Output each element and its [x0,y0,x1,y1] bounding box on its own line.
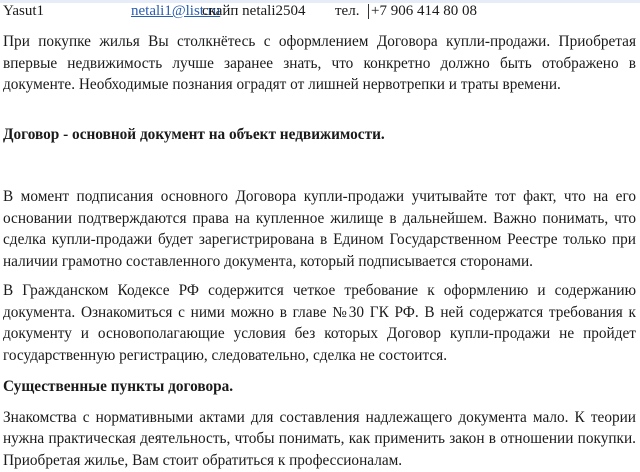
section-heading-essentials: Существенные пункты договора. [3,378,234,395]
paragraph-civil-code: В Гражданском Кодексе РФ содержится четкое требование к оформлению и содержанию документа. Ознакомиться с ними можно в главе №30 ГК РФ. В ней содержатся требования к документу и основополагающие условия без которых Договор купли-продажи не пройдет государственную регистрацию, следовательно, сделка не состоится. [3,282,636,364]
username: Yasut1 [3,3,44,19]
window-top-strip [0,0,640,3]
text-cursor [368,4,369,19]
section-heading-contract: Договор - основной документ на объект недвижимости. [3,125,385,143]
paragraph-professionals: Знакомства с нормативными актами для составления надлежащего документа мало. К теории нужна практическая деятельность, чтобы понимать, как применить закон в отношении покупки. Приобретая жилье, Вам стоит обратиться к профессионалам. [3,408,636,469]
phone-label: тел. [335,3,360,19]
document-body[interactable] [3,31,636,471]
paragraph-signing: В момент подписания основного Договора купли-продажи учитывайте тот факт, что на его основании подтверждаются права на купленное жилище в дальнейшем. Важно понимать, что сделка купли-продажи будет зарегистрирована в Едином Государственном Реестре только при наличии грамотно составленного документа, который подписывается сторонами. [3,188,636,270]
phone-number: +7 906 414 80 08 [371,3,477,19]
intro-paragraph: При покупке жилья Вы столкнётесь с оформлением Договора купли-продажи. Приобретая впервые недвижимость лучше заранее знать, что конкретно должно быть отображено в документе. Необходимые познания оградят от лишней нервотрепки и траты времени. [3,33,636,93]
email-link[interactable]: netali1@list.ru [131,3,221,19]
skype-contact: скайп netali2504 [202,3,306,19]
